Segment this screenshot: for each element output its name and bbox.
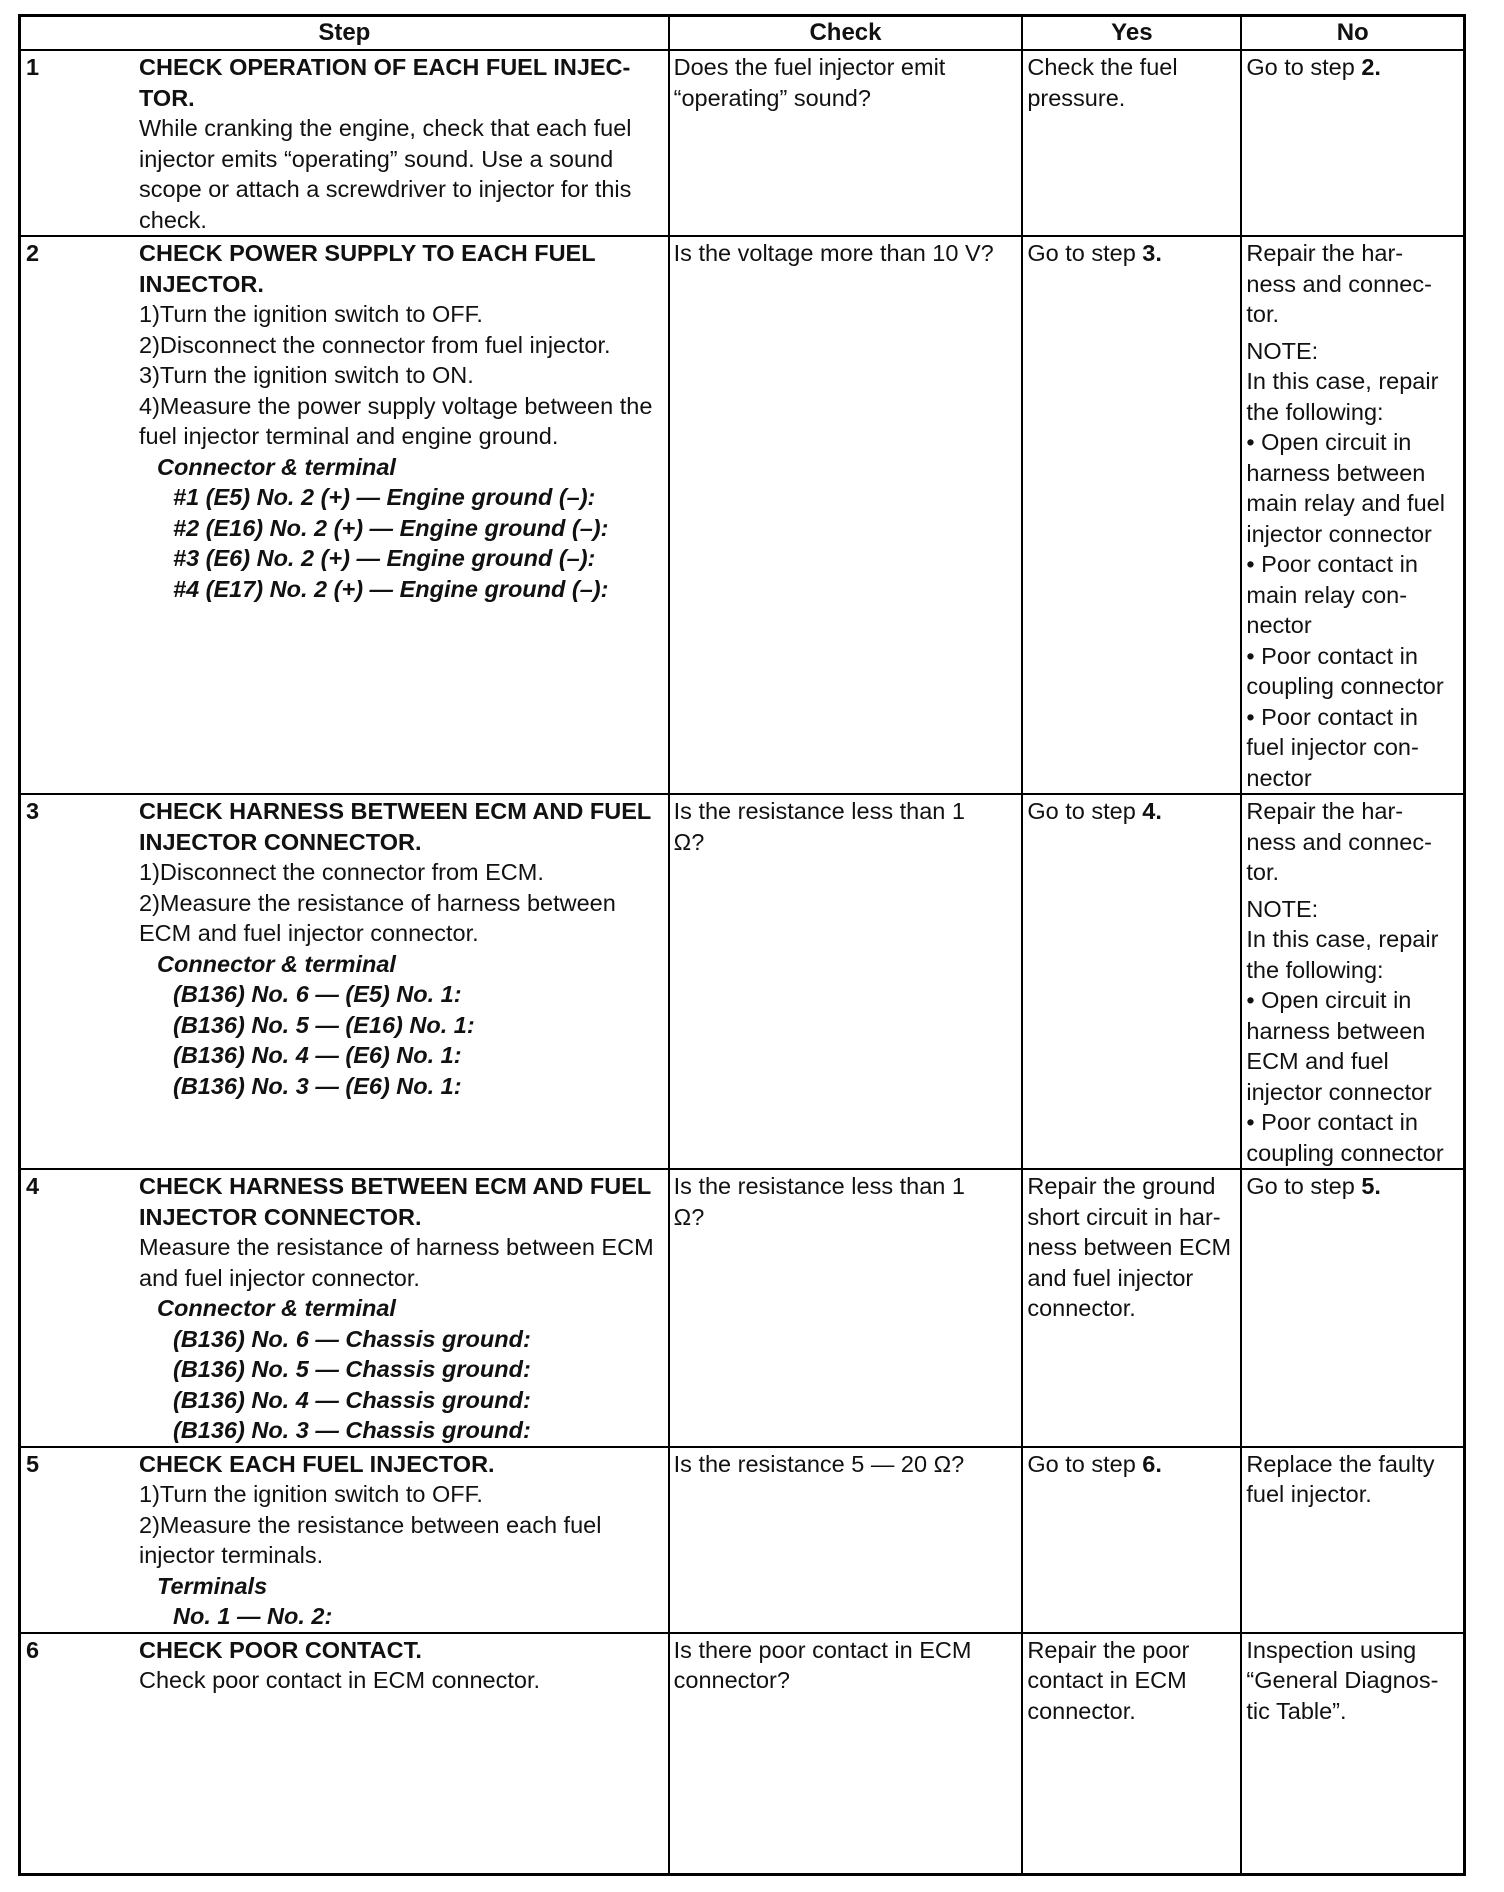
step-body bbox=[139, 52, 664, 235]
step-title: CHECK EACH FUEL INJECTOR. bbox=[139, 1450, 495, 1477]
no-action: Repair the har- ness and connec- tor. bbox=[1246, 240, 1432, 327]
step-instruction: 2)Disconnect the connector from fuel injector. bbox=[139, 331, 611, 358]
yes-text: Go to step bbox=[1027, 1450, 1143, 1477]
check-cell: Is the resistance 5 — 20 Ω? bbox=[669, 1447, 1023, 1633]
step-body bbox=[139, 1449, 664, 1632]
no-cell bbox=[1241, 50, 1464, 236]
step-number: 4 bbox=[26, 1173, 40, 1199]
step-title: CHECK HARNESS BETWEEN ECM AND FUEL INJECTOR CONNECTOR. bbox=[139, 798, 651, 855]
header-check: Check bbox=[669, 16, 1023, 51]
yes-cell bbox=[1022, 1447, 1241, 1633]
terminal-spec: (B136) No. 5 — Chassis ground: bbox=[173, 1356, 531, 1382]
step-instruction: Measure the resistance of harness between ECM and fuel injector connector. bbox=[139, 1234, 654, 1291]
diagnostic-table bbox=[18, 14, 1466, 1876]
note-bullet: • Open circuit in harness between ECM and fuel injector connector bbox=[1246, 985, 1459, 1107]
step-instruction: 2)Measure the resistance of harness between ECM and fuel injector connector. bbox=[139, 889, 616, 946]
step-instruction: While cranking the engine, check that each fuel injector emits “operating” sound. Use a sound scope or attach a screwdriver to injector for this check. bbox=[139, 115, 632, 233]
step-number: 1 bbox=[26, 54, 40, 80]
step-title: CHECK POWER SUPPLY TO EACH FUEL INJECTOR. bbox=[139, 240, 596, 297]
terminal-spec: (B136) No. 6 — Chassis ground: bbox=[173, 1325, 531, 1352]
terminal-heading: Connector & terminal bbox=[157, 1295, 396, 1321]
yes-cell bbox=[1022, 236, 1241, 794]
header-row bbox=[20, 16, 1465, 51]
yes-cell bbox=[1022, 1169, 1241, 1447]
table-row bbox=[20, 50, 1465, 236]
step-instruction: 1)Disconnect the connector from ECM. bbox=[139, 859, 544, 885]
step-instruction: Check poor contact in ECM connector. bbox=[139, 1667, 541, 1693]
note-label: NOTE: bbox=[1246, 337, 1319, 364]
terminal-spec: (B136) No. 4 — (E6) No. 1: bbox=[173, 1042, 462, 1068]
step-body bbox=[139, 238, 664, 604]
step-title: CHECK HARNESS BETWEEN ECM AND FUEL INJECTOR CONNECTOR. bbox=[139, 1173, 651, 1230]
terminal-spec: (B136) No. 5 — (E16) No. 1: bbox=[173, 1011, 475, 1038]
no-cell bbox=[1241, 1633, 1464, 1875]
step-cell bbox=[20, 794, 669, 1169]
step-cell bbox=[20, 1169, 669, 1447]
note-label: NOTE: bbox=[1246, 895, 1319, 922]
step-cell bbox=[20, 1633, 669, 1875]
yes-text: Go to step bbox=[1027, 240, 1143, 266]
terminal-spec: (B136) No. 4 — Chassis ground: bbox=[173, 1386, 531, 1413]
terminal-spec: #1 (E5) No. 2 (+) — Engine ground (–): bbox=[173, 484, 596, 510]
check-cell: Is the voltage more than 10 V? bbox=[669, 236, 1023, 794]
yes-step-ref: 4. bbox=[1142, 798, 1162, 824]
terminal-spec: #3 (E6) No. 2 (+) — Engine ground (–): bbox=[173, 545, 596, 571]
yes-text: Check the fuel pressure. bbox=[1027, 54, 1178, 111]
header-no: No bbox=[1241, 16, 1464, 51]
check-cell: Is there poor contact in ECM connector? bbox=[669, 1633, 1023, 1875]
note-bullet: • Poor contact in fuel injector con- nector bbox=[1246, 702, 1459, 794]
step-number: 5 bbox=[26, 1450, 40, 1477]
no-action: Repair the har- ness and connec- tor. bbox=[1246, 798, 1432, 885]
step-number: 6 bbox=[26, 1636, 40, 1663]
yes-step-ref: 3. bbox=[1142, 240, 1162, 266]
yes-cell bbox=[1022, 1633, 1241, 1875]
terminal-spec: (B136) No. 6 — (E5) No. 1: bbox=[173, 981, 462, 1007]
terminal-heading: Terminals bbox=[157, 1572, 268, 1599]
table-row bbox=[20, 1169, 1465, 1447]
terminal-spec: (B136) No. 3 — Chassis ground: bbox=[173, 1417, 531, 1443]
no-cell bbox=[1241, 794, 1464, 1169]
step-instruction: 3)Turn the ignition switch to ON. bbox=[139, 362, 474, 388]
note-bullet: • Open circuit in harness between main relay and fuel injector connector bbox=[1246, 427, 1459, 549]
no-text: Replace the faulty fuel injector. bbox=[1246, 1450, 1435, 1507]
step-title: CHECK OPERATION OF EACH FUEL INJEC- TOR. bbox=[139, 54, 631, 111]
step-instruction: 1)Turn the ignition switch to OFF. bbox=[139, 301, 483, 327]
table-row bbox=[20, 794, 1465, 1169]
table-row bbox=[20, 1633, 1465, 1875]
step-instruction: 4)Measure the power supply voltage between the fuel injector terminal and engine ground. bbox=[139, 392, 653, 449]
yes-step-ref: 6. bbox=[1142, 1450, 1162, 1477]
yes-cell bbox=[1022, 794, 1241, 1169]
note-text: In this case, repair the following: bbox=[1246, 926, 1439, 983]
no-cell bbox=[1241, 1447, 1464, 1633]
note-bullet: • Poor contact in coupling connector bbox=[1246, 641, 1459, 702]
note-bullet: • Poor contact in coupling connector bbox=[1246, 1107, 1459, 1168]
header-yes: Yes bbox=[1022, 16, 1241, 51]
table-row bbox=[20, 1447, 1465, 1633]
terminal-heading: Connector & terminal bbox=[157, 453, 396, 480]
step-title: CHECK POOR CONTACT. bbox=[139, 1636, 422, 1663]
step-instruction: 2)Measure the resistance between each fuel injector terminals. bbox=[139, 1511, 602, 1568]
step-body bbox=[139, 1171, 664, 1446]
yes-text: Go to step bbox=[1027, 798, 1143, 824]
step-body bbox=[139, 796, 664, 1101]
table-row bbox=[20, 236, 1465, 794]
terminal-spec: #2 (E16) No. 2 (+) — Engine ground (–): bbox=[173, 514, 609, 541]
yes-text: Repair the ground short circuit in har- ness between ECM and fuel injector connector. bbox=[1027, 1173, 1232, 1321]
terminal-spec: #4 (E17) No. 2 (+) — Engine ground (–): bbox=[173, 575, 609, 602]
check-cell: Is the resistance less than 1 Ω? bbox=[669, 1169, 1023, 1447]
step-number: 2 bbox=[26, 240, 40, 266]
note-bullet: • Poor contact in main relay con- nector bbox=[1246, 549, 1459, 641]
no-text: Inspection using “General Diagnos- tic Table”. bbox=[1246, 1636, 1439, 1724]
step-number: 3 bbox=[26, 798, 40, 824]
no-text: Go to step bbox=[1246, 54, 1362, 80]
no-cell bbox=[1241, 236, 1464, 794]
terminal-spec: (B136) No. 3 — (E6) No. 1: bbox=[173, 1072, 462, 1099]
no-cell bbox=[1241, 1169, 1464, 1447]
yes-text: Repair the poor contact in ECM connector. bbox=[1027, 1636, 1190, 1724]
step-body bbox=[139, 1635, 664, 1696]
step-cell bbox=[20, 50, 669, 236]
step-cell bbox=[20, 236, 669, 794]
terminal-spec: No. 1 — No. 2: bbox=[173, 1603, 333, 1629]
header-step: Step bbox=[20, 16, 669, 51]
check-cell: Is the resistance less than 1 Ω? bbox=[669, 794, 1023, 1169]
note-text: In this case, repair the following: bbox=[1246, 368, 1439, 425]
check-cell: Does the fuel injector emit “operating” sound? bbox=[669, 50, 1023, 236]
step-cell bbox=[20, 1447, 669, 1633]
terminal-heading: Connector & terminal bbox=[157, 950, 396, 977]
step-instruction: 1)Turn the ignition switch to OFF. bbox=[139, 1481, 483, 1507]
no-text: Go to step bbox=[1246, 1173, 1362, 1199]
yes-cell bbox=[1022, 50, 1241, 236]
no-step-ref: 5. bbox=[1361, 1173, 1381, 1199]
no-step-ref: 2. bbox=[1361, 54, 1381, 80]
